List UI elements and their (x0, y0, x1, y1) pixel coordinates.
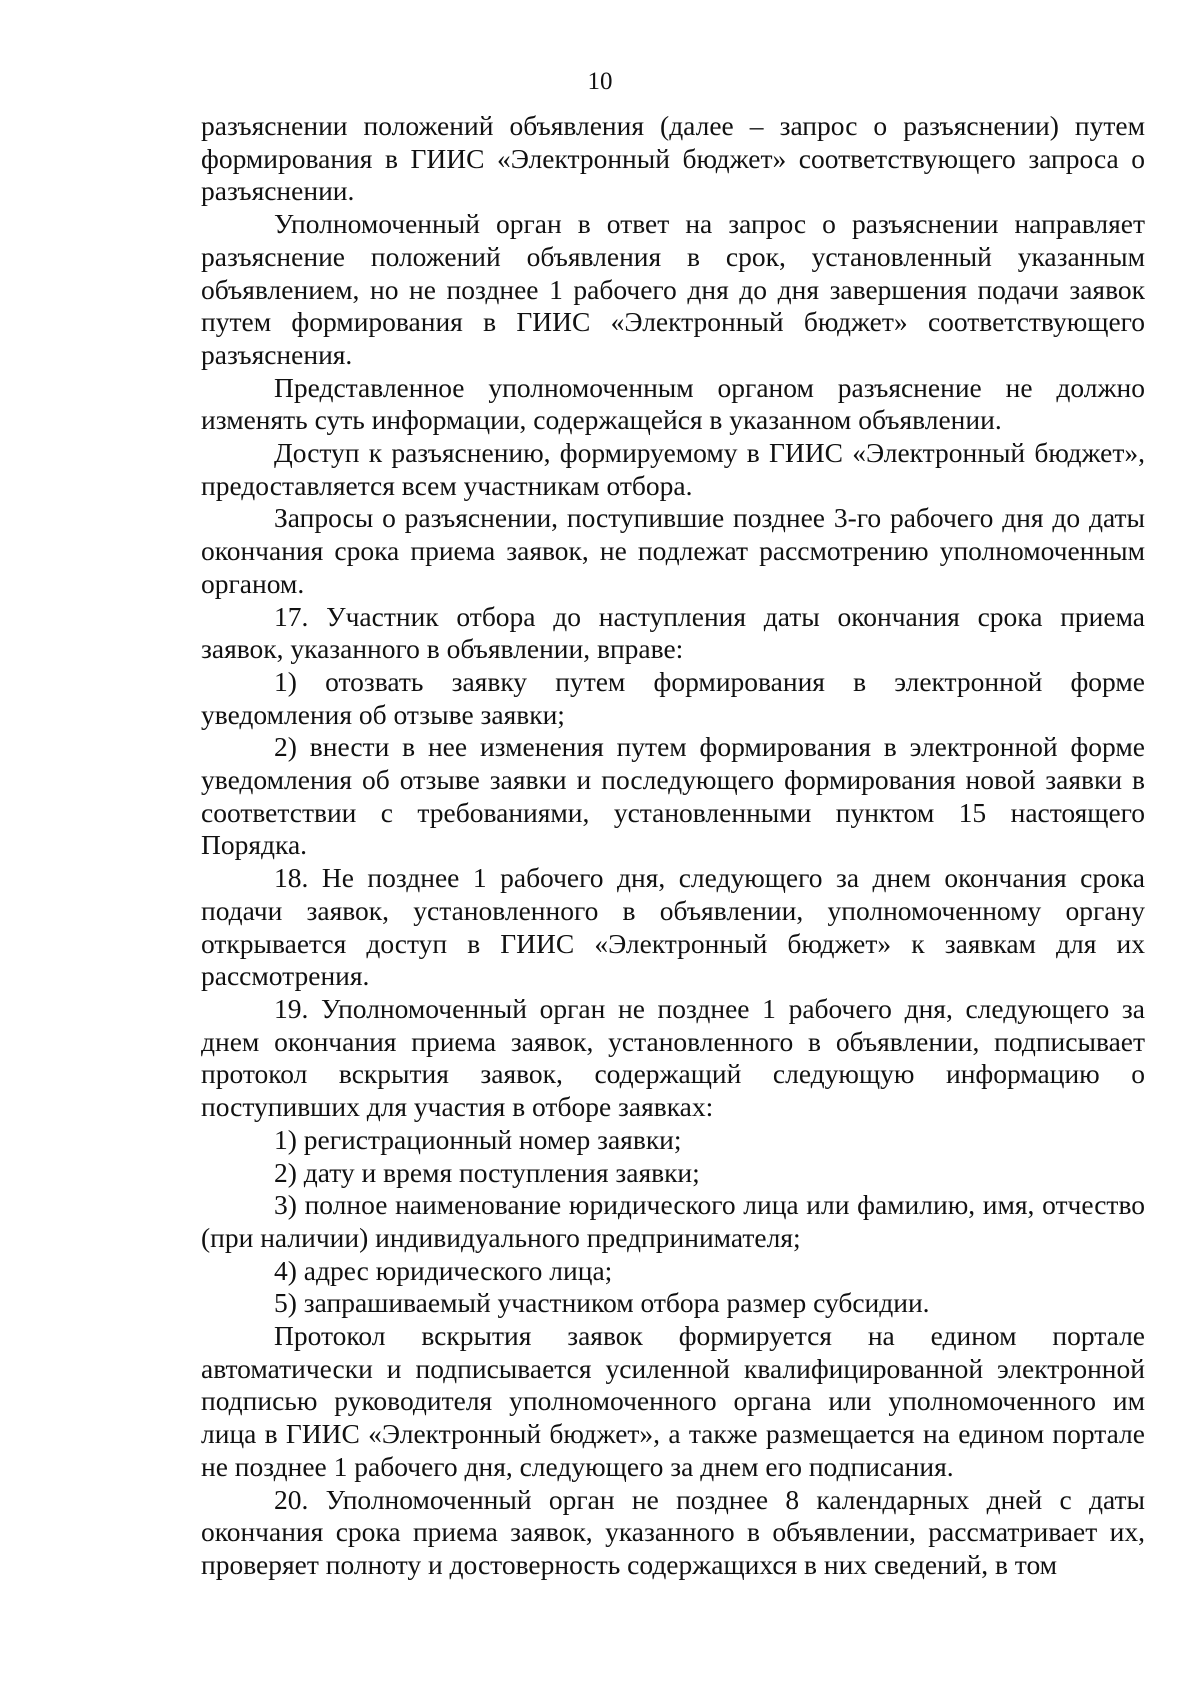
paragraph-clarification-access: Доступ к разъяснению, формируемому в ГИИС «Электронный бюджет», предоставляется всем участникам отбора. (201, 437, 1145, 501)
paragraph-item-19-2: 2) дату и время поступления заявки; (274, 1156, 700, 1188)
paragraph-item-18: 18. Не позднее 1 рабочего дня, следующего за днем окончания срока подачи заявок, установленного в объявлении, уполномоченному органу открывается доступ в ГИИС «Электронный бюджет» к заявкам для их рассмотрения. (201, 862, 1145, 992)
page-number: 10 (587, 68, 613, 95)
paragraph-clarification-content: Представленное уполномоченным органом разъяснение не должно изменять суть информации, содержащейся в указанном объявлении. (201, 371, 1145, 436)
paragraph-protocol-formation: Протокол вскрытия заявок формируется на едином портале автоматически и подписывается усиленной квалифицированной электронной подписью руководителя уполномоченного органа или уполномоченного им лица в ГИИС «Электронный бюджет», а также размещается на едином портале не позднее 1 рабочего дня, следующего за днем его подписания. (201, 1320, 1145, 1482)
paragraph-item-17-1: 1) отозвать заявку путем формирования в электронной форме уведомления об отзыве заявки; (201, 665, 1145, 730)
paragraph-item-17-2: 2) внести в нее изменения путем формирования в электронной форме уведомления об отзыве заявки и последующего формирования новой заявки в соответствии с требованиями, установленными пунктом 15 настоящего Порядка. (201, 731, 1145, 861)
paragraph-clarification-request-continued: разъяснении положений объявления (далее – запрос о разъяснении) путем формирования в ГИИС «Электронный бюджет» соответствующего запроса о разъяснении. (201, 110, 1145, 207)
paragraph-item-19: 19. Уполномоченный орган не позднее 1 рабочего дня, следующего за днем окончания приема заявок, установленного в объявлении, подписывает протокол вскрытия заявок, содержащий следующую информацию о поступивших для участия в отборе заявках: (201, 992, 1145, 1123)
paragraph-item-19-1: 1) регистрационный номер заявки; (274, 1123, 682, 1155)
paragraph-item-19-3: 3) полное наименование юридического лица или фамилию, имя, отчество (при наличии) индивидуального предпринимателя; (201, 1189, 1145, 1253)
paragraph-item-19-4: 4) адрес юридического лица; (274, 1254, 613, 1286)
paragraph-item-20: 20. Уполномоченный орган не позднее 8 календарных дней с даты окончания срока приема заявок, указанного в объявлении, рассматривает их, проверяет полноту и достоверность содержащихся в них сведений, в том (201, 1483, 1145, 1580)
paragraph-item-19-5: 5) запрашиваемый участником отбора размер субсидии. (274, 1287, 930, 1319)
paragraph-item-17: 17. Участник отбора до наступления даты окончания срока приема заявок, указанного в объявлении, вправе: (201, 600, 1145, 665)
paragraph-late-requests: Запросы о разъяснении, поступившие позднее 3-го рабочего дня до даты окончания срока приема заявок, не подлежат рассмотрению уполномоченным органом. (201, 502, 1145, 599)
paragraph-authority-response: Уполномоченный орган в ответ на запрос о разъяснении направляет разъяснение положений объявления в срок, установленный указанным объявлением, но не позднее 1 рабочего дня до дня завершения подачи заявок путем формирования в ГИИС «Электронный бюджет» соответствующего разъяснения. (201, 208, 1145, 370)
document-body (201, 110, 1145, 1582)
